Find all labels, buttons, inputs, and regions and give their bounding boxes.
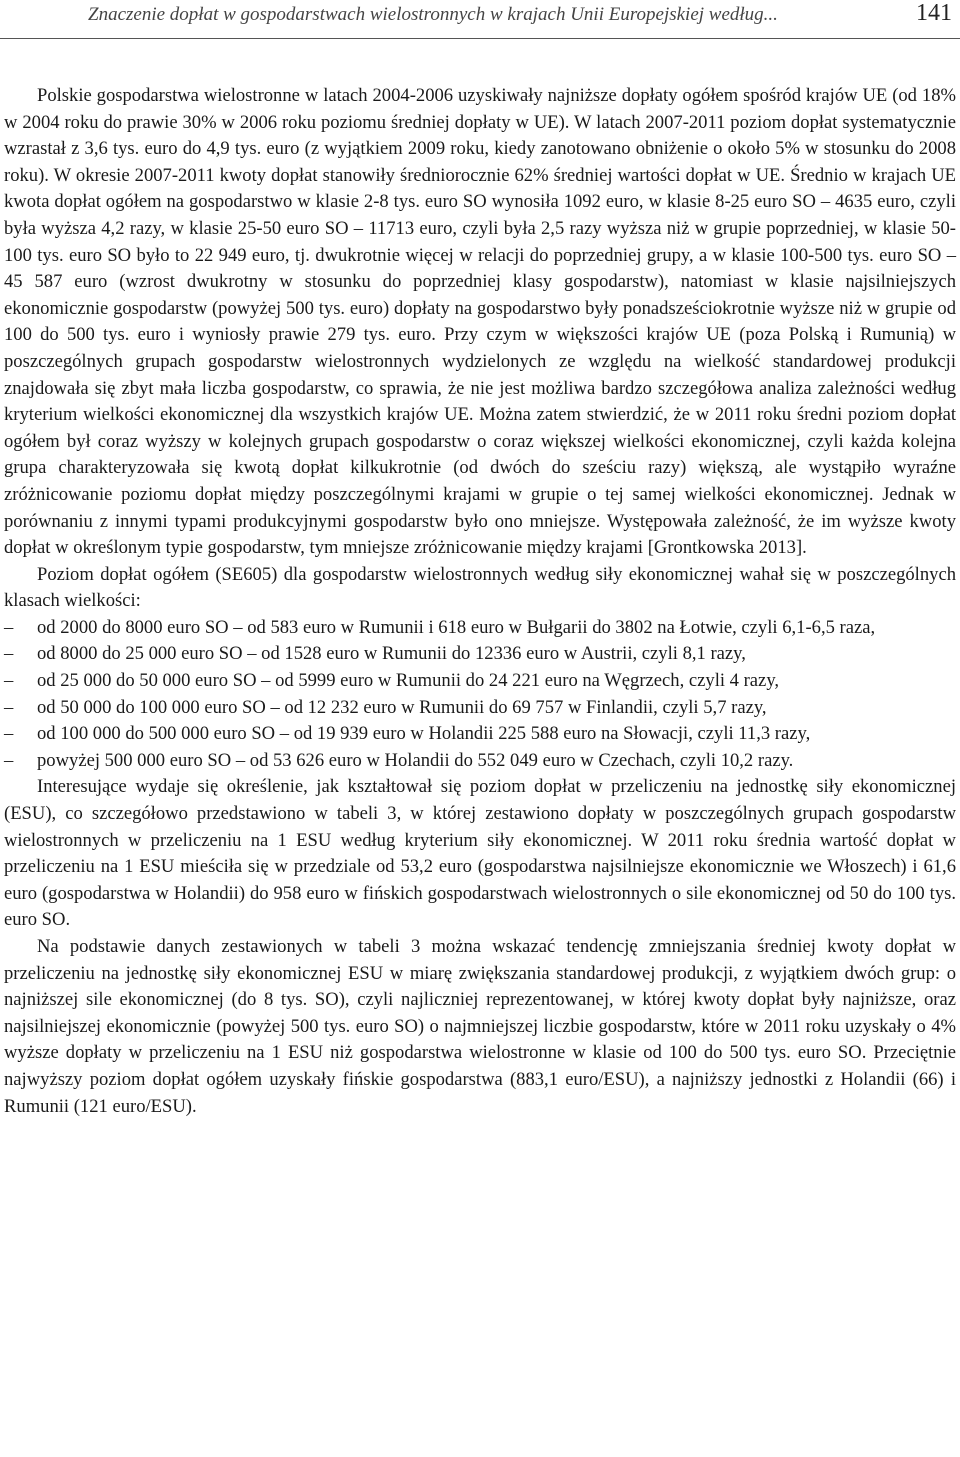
list-item <box>4 641 956 668</box>
list-item <box>4 615 956 642</box>
list-item-text: od 25 000 do 50 000 euro SO – od 5999 euro w Rumunii do 24 221 euro na Węgrzech, czyli 4 razy, <box>37 670 780 692</box>
running-title: Znaczenie dopłat w gospodarstwach wielostronnych w krajach Unii Europejskiej według... <box>88 4 778 25</box>
list-dash: – <box>4 643 14 665</box>
list-dash: – <box>4 670 14 692</box>
header-rule <box>0 38 960 39</box>
list-dash: – <box>4 723 14 745</box>
paragraph-3: Interesujące wydaje się określenie, jak kształtował się poziom dopłat w przeliczeniu na jednostkę siły ekonomicznej (ESU), co szczegółowo przedstawiono w tabeli 3, w której zestawiono dopłaty w poszczególnych grupach gospodarstw wielostronnych w przeliczeniu na 1 ESU według kryterium siły ekonomicznej. W 2011 roku średnia wartość dopłat w przeliczeniu na 1 ESU mieściła się w przedziale od 53,2 euro (gospodarstwa najsilniejsze ekonomicznie we Włoszech) i 61,6 euro (gospodarstwa w Holandii) do 958 euro w fińskich gospodarstwach wielostronnych o sile ekonomicznej od 50 do 100 tys. euro SO. <box>4 776 956 931</box>
paragraph-2: Poziom dopłat ogółem (SE605) dla gospodarstw wielostronnych według siły ekonomicznej wahał się w poszczególnych klasach wielkości: <box>4 563 956 612</box>
list-item-text: od 100 000 do 500 000 euro SO – od 19 939 euro w Holandii 225 588 euro na Słowacji, czyli 11,3 razy, <box>37 723 811 745</box>
list-dash: – <box>4 616 14 638</box>
list-item <box>4 695 956 722</box>
list-item-text: od 8000 do 25 000 euro SO – od 1528 euro w Rumunii do 12336 euro w Austrii, czyli 8,1 razy, <box>37 643 746 665</box>
list-item-text: od 2000 do 8000 euro SO – od 583 euro w Rumunii i 618 euro w Bułgarii do 3802 na Łotwie, czyli 6,1-6,5 raza, <box>37 616 876 638</box>
body-text <box>4 83 956 1120</box>
list-dash: – <box>4 696 14 718</box>
list-item <box>4 721 956 748</box>
list-item <box>4 668 956 695</box>
page-number: 141 <box>916 0 952 26</box>
page-header <box>0 0 960 40</box>
paragraph-4: Na podstawie danych zestawionych w tabeli 3 można wskazać tendencję zmniejszania średniej kwoty dopłat w przeliczeniu na jednostkę siły ekonomicznej ESU w miarę zwiększania standardowej produkcji, z wyjątkiem dwóch grup: o najniższej sile ekonomicznej (do 8 tys. SO), czyli najliczniej reprezentowanej, w której kwoty dopłat były najniższe, oraz najsilniejszej ekonomicznie (powyżej 500 tys. euro SO) o najmniejszej liczbie gospodarstw, które w 2011 roku uzyskały o 4% wyższe dopłaty w przeliczeniu na 1 ESU niż gospodarstwa wielostronne w klasie od 100 do 500 tys. euro SO. Przeciętnie najwyższy poziom dopłat ogółem uzyskały fińskie gospodarstwa (883,1 euro/ESU), a najniższy jednostki z Holandii (66) i Rumunii (121 euro/ESU). <box>4 936 956 1117</box>
list-item <box>4 748 956 775</box>
paragraph-1: Polskie gospodarstwa wielostronne w latach 2004-2006 uzyskiwały najniższe dopłaty ogółem spośród krajów UE (od 18% w 2004 roku do prawie 30% w 2006 roku poziomu średniej dopłaty w UE). W latach 2007-2011 poziom dopłat systematycznie wzrastał z 3,6 tys. euro do 4,9 tys. euro (z wyjątkiem 2009 roku, kiedy zanotowano obniżenie o około 5% w stosunku do 2008 roku). W okresie 2007-2011 kwoty dopłat stanowiły średniorocznie 62% średniej wartości dopłat w UE. Średnio w krajach UE kwota dopłat ogółem na gospodarstwo w klasie 2-8 tys. euro SO wynosiła 1092 euro, w klasie 8-25 euro SO – 4635 euro, czyli była wyższa 4,2 razy, w klasie 25-50 euro SO – 11713 euro, czyli była 2,5 razy wyższa niż w grupie poprzedniej, w klasie 50-100 tys. euro SO było to 22 949 euro, tj. dwukrotnie więcej w relacji do poprzedniej grupy, a w klasie 100-500 tys. euro SO – 45 587 euro (wzrost dwukrotny w stosunku do poprzedniej klasy gospodarstw), natomiast w klasie najsilniejszych ekonomicznie gospodarstw (powyżej 500 tys. euro) dopłaty na gospodarstwo były ponadsześciokrotnie wyższe niż w grupie od 100 do 500 tys. euro i wyniosły prawie 279 tys. euro. Przy czym w większości krajów UE (poza Polską i Rumunią) w poszczególnych grupach gospodarstw wielostronnych wydzielonych ze względu na wielkość standardowej produkcji znajdowała się zbyt mała liczba gospodarstw, co sprawia, że nie jest możliwa bardzo szczegółowa analiza zależności według kryterium wielkości ekonomicznej dla wszystkich krajów UE. Można zatem stwierdzić, że w 2011 roku średni poziom dopłat ogółem był coraz wyższy w kolejnych grupach gospodarstw o coraz większej wielkości ekonomicznej, czyli każda kolejna grupa charakteryzowała się kwotą dopłat kilkukrotnie (od dwóch do sześciu razy) większą, ale wystąpiło wyraźne zróżnicowanie poziomu dopłat między poszczególnymi krajami w grupie o tej samej wielkości ekonomicznej. Jednak w porównaniu z innymi typami produkcyjnymi gospodarstw było ono mniejsze. Występowała zależność, że im wyższe kwoty dopłat w określonym typie gospodarstw, tym mniejsze zróżnicowanie między krajami [Grontkowska 2013]. <box>4 85 956 559</box>
list-dash: – <box>4 749 14 771</box>
list-item-text: powyżej 500 000 euro SO – od 53 626 euro w Holandii do 552 049 euro w Czechach, czyli 10,2 razy. <box>37 749 794 771</box>
list-item-text: od 50 000 do 100 000 euro SO – od 12 232 euro w Rumunii do 69 757 w Finlandii, czyli 5,7 razy, <box>37 696 767 718</box>
size-class-list <box>4 615 956 775</box>
